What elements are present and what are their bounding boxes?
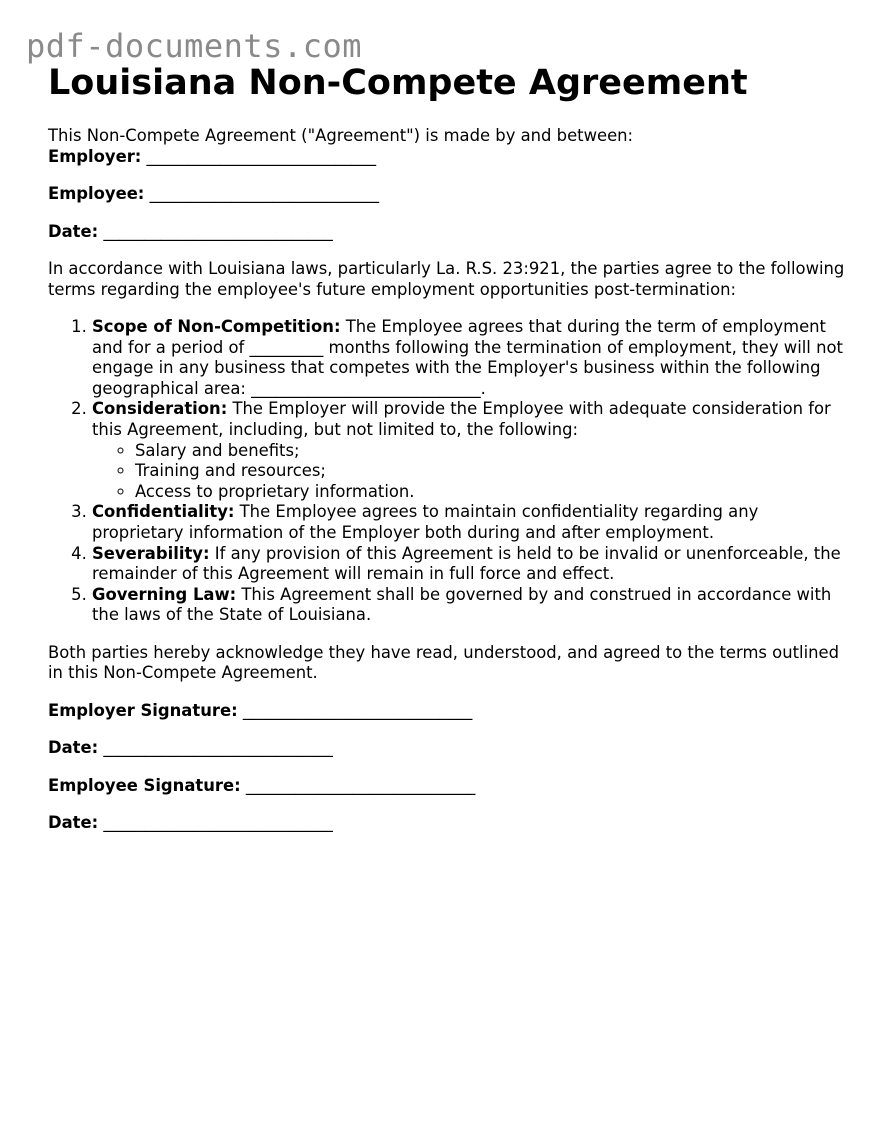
terms-list xyxy=(48,317,848,626)
date-label: Date: xyxy=(48,738,99,758)
consideration-list xyxy=(92,441,848,503)
employee-label: Employee: xyxy=(48,184,145,203)
term-text: The Employer will provide the Employee with adequate consideration for this Agreement, including, but not limited to, the following: xyxy=(92,399,831,439)
employee-date-field xyxy=(48,813,848,834)
employer-field xyxy=(48,147,848,168)
preamble-text: In accordance with Louisiana laws, particularly La. R.S. 23:921, the parties agree to the following terms regarding the employee's future employment opportunities post-termination: xyxy=(48,259,845,299)
term-text: months following the termination of employment, they will not engage in any business that competes with the Employer's business within the following geographical area: xyxy=(92,337,843,398)
watermark: pdf-documents.com xyxy=(26,27,363,65)
signatures-section xyxy=(48,701,848,834)
term-text-end: . xyxy=(480,378,486,398)
term-heading: Confidentiality: xyxy=(92,502,235,522)
term-scope xyxy=(92,317,848,399)
employee-blank[interactable]: ____________________________ xyxy=(149,184,380,203)
list-item: ◦ Salary and benefits; xyxy=(135,441,848,462)
employer-blank[interactable]: ____________________________ xyxy=(146,146,377,166)
term-text: This Agreement shall be governed by and construed in accordance with the laws of the State of Louisiana. xyxy=(92,584,832,625)
signature-label: Employee Signature: xyxy=(48,775,241,795)
term-governing-law xyxy=(92,585,848,626)
term-text: The Employee agrees that during the term of employment and for a period of xyxy=(92,317,826,357)
term-heading: Consideration: xyxy=(92,399,228,419)
term-text: The Employee agrees to maintain confidentiality regarding any proprietary information of the Employer both during and after employment. xyxy=(92,502,759,542)
term-confidentiality xyxy=(92,502,848,543)
list-item: ◦ Access to proprietary information. xyxy=(135,482,848,503)
geographical-area-blank[interactable]: ____________________________ xyxy=(251,378,481,398)
term-severability xyxy=(92,544,848,585)
term-heading: Scope of Non-Competition: xyxy=(92,317,341,336)
signature-label: Employer Signature: xyxy=(48,700,238,720)
document-page xyxy=(48,60,848,834)
term-heading: Severability: xyxy=(92,543,210,563)
months-blank[interactable]: _________ xyxy=(249,337,324,357)
date-blank[interactable]: ____________________________ xyxy=(103,221,333,241)
employee-field xyxy=(48,184,848,205)
employer-signature-field xyxy=(48,701,848,722)
employer-date-field xyxy=(48,738,848,759)
employer-signature-blank[interactable]: ____________________________ xyxy=(242,700,473,720)
term-heading: Governing Law: xyxy=(92,584,237,604)
employee-date-blank[interactable]: ____________________________ xyxy=(103,813,333,833)
document-title: Louisiana Non-Compete Agreement xyxy=(48,63,748,103)
term-consideration xyxy=(92,399,848,502)
employer-date-blank[interactable]: ____________________________ xyxy=(103,738,333,758)
employee-signature-field xyxy=(48,776,848,797)
closing-text: Both parties hereby acknowledge they have read, understood, and agreed to the terms outlined in this Non-Compete Agreement. xyxy=(48,642,840,683)
list-item: ◦ Training and resources; xyxy=(135,461,848,482)
date-label: Date: xyxy=(48,221,99,241)
employee-signature-blank[interactable]: ____________________________ xyxy=(245,775,476,795)
date-label: Date: xyxy=(48,813,99,833)
parties-section xyxy=(48,147,848,243)
employer-label: Employer: xyxy=(48,146,142,166)
term-text: If any provision of this Agreement is held to be invalid or unenforceable, the remainder of this Agreement will remain in full force and effect. xyxy=(92,543,841,584)
date-field xyxy=(48,222,848,243)
intro-text: This Non-Compete Agreement ("Agreement") is made by and between: xyxy=(48,126,634,145)
